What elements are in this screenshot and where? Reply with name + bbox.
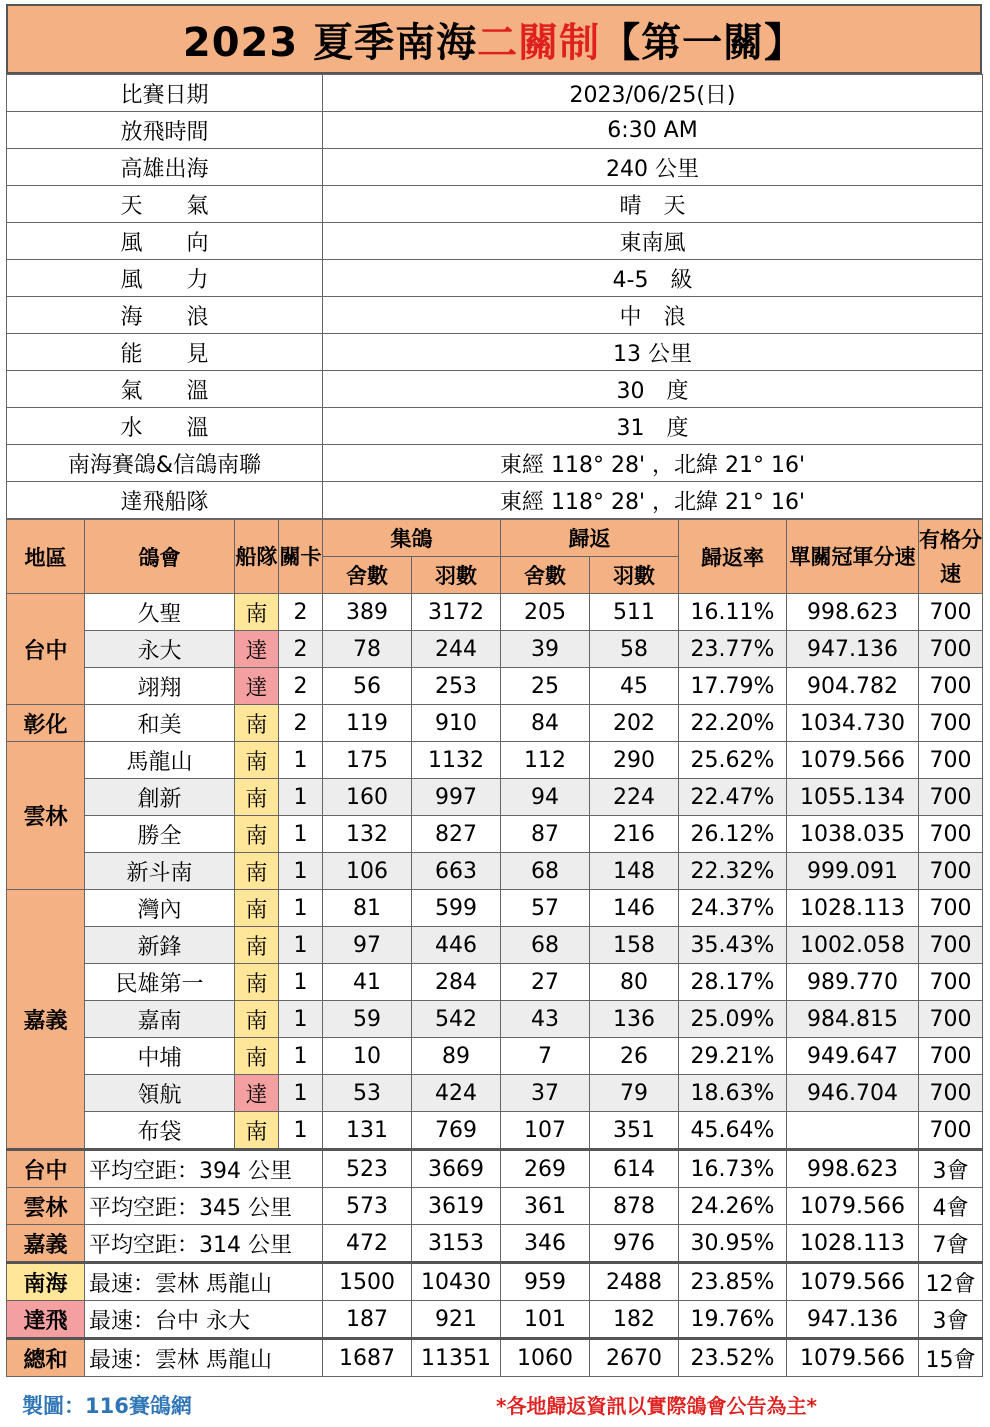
summary-name: 雲林 bbox=[7, 1188, 85, 1225]
cell-speed: 998.623 bbox=[787, 594, 919, 631]
cell-r-lofts: 84 bbox=[501, 705, 590, 742]
summary-count: 12會 bbox=[919, 1263, 983, 1301]
cell-stage: 1 bbox=[279, 1075, 323, 1112]
info-row bbox=[7, 482, 983, 519]
info-value: 4-5 級 bbox=[323, 260, 983, 297]
summary-c-birds: 10430 bbox=[412, 1263, 501, 1301]
summary-c-lofts: 523 bbox=[323, 1150, 412, 1188]
summary-r-birds: 2488 bbox=[590, 1263, 679, 1301]
header-region: 地區 bbox=[7, 520, 85, 594]
info-value: 30 度 bbox=[323, 371, 983, 408]
info-label: 能 見 bbox=[7, 334, 323, 371]
summary-c-birds: 921 bbox=[412, 1301, 501, 1339]
cell-rate: 17.79% bbox=[679, 668, 787, 705]
club-name: 領航 bbox=[85, 1075, 235, 1112]
cell-speed: 946.704 bbox=[787, 1075, 919, 1112]
cell-c-birds: 910 bbox=[412, 705, 501, 742]
summary-c-birds: 3153 bbox=[412, 1225, 501, 1263]
cell-qual: 700 bbox=[919, 668, 983, 705]
title-year-season: 2023 夏季南海 bbox=[182, 19, 478, 66]
summary-r-lofts: 959 bbox=[501, 1263, 590, 1301]
info-label: 放飛時間 bbox=[7, 112, 323, 149]
summary-desc: 最速：台中 永大 bbox=[85, 1301, 323, 1339]
cell-qual: 700 bbox=[919, 594, 983, 631]
cell-r-birds: 79 bbox=[590, 1075, 679, 1112]
summary-rate: 19.76% bbox=[679, 1301, 787, 1339]
cell-c-birds: 284 bbox=[412, 964, 501, 1001]
cell-rate: 22.32% bbox=[679, 853, 787, 890]
info-label: 風 力 bbox=[7, 260, 323, 297]
cell-stage: 1 bbox=[279, 816, 323, 853]
cell-rate: 22.47% bbox=[679, 779, 787, 816]
summary-desc: 最速：雲林 馬龍山 bbox=[85, 1339, 323, 1377]
cell-r-birds: 511 bbox=[590, 594, 679, 631]
table-row bbox=[7, 1001, 983, 1038]
race-info-table bbox=[6, 74, 983, 519]
summary-c-birds: 3669 bbox=[412, 1150, 501, 1188]
cell-speed: 984.815 bbox=[787, 1001, 919, 1038]
summary-c-lofts: 1500 bbox=[323, 1263, 412, 1301]
club-name: 創新 bbox=[85, 779, 235, 816]
cell-stage: 1 bbox=[279, 853, 323, 890]
cell-rate: 26.12% bbox=[679, 816, 787, 853]
cell-rate: 28.17% bbox=[679, 964, 787, 1001]
summary-r-birds: 2670 bbox=[590, 1339, 679, 1377]
cell-r-lofts: 7 bbox=[501, 1038, 590, 1075]
cell-c-lofts: 389 bbox=[323, 594, 412, 631]
summary-r-birds: 878 bbox=[590, 1188, 679, 1225]
info-value: 2023/06/25(日) bbox=[323, 75, 983, 112]
summary-c-lofts: 1687 bbox=[323, 1339, 412, 1377]
summary-r-birds: 614 bbox=[590, 1150, 679, 1188]
club-name: 中埔 bbox=[85, 1038, 235, 1075]
cell-c-birds: 446 bbox=[412, 927, 501, 964]
cell-stage: 1 bbox=[279, 779, 323, 816]
region-cell: 台中 bbox=[7, 594, 85, 705]
info-value: 中 浪 bbox=[323, 297, 983, 334]
info-value: 6:30 AM bbox=[323, 112, 983, 149]
info-label: 氣 溫 bbox=[7, 371, 323, 408]
summary-r-lofts: 346 bbox=[501, 1225, 590, 1263]
table-row bbox=[7, 890, 983, 927]
boat-badge: 南 bbox=[235, 853, 279, 890]
cell-rate: 25.09% bbox=[679, 1001, 787, 1038]
table-row bbox=[7, 816, 983, 853]
table-row bbox=[7, 779, 983, 816]
summary-speed: 1028.113 bbox=[787, 1225, 919, 1263]
summary-desc: 平均空距：345 公里 bbox=[85, 1188, 323, 1225]
cell-c-birds: 663 bbox=[412, 853, 501, 890]
boat-badge: 南 bbox=[235, 816, 279, 853]
summary-name: 台中 bbox=[7, 1150, 85, 1188]
cell-c-lofts: 175 bbox=[323, 742, 412, 779]
header-return-lofts: 舍數 bbox=[501, 557, 590, 594]
cell-r-birds: 136 bbox=[590, 1001, 679, 1038]
info-label: 風 向 bbox=[7, 223, 323, 260]
header-champion-speed: 單關冠軍分速 bbox=[787, 520, 919, 594]
summary-r-birds: 976 bbox=[590, 1225, 679, 1263]
total-row bbox=[7, 1339, 983, 1377]
summary-desc: 最速：雲林 馬龍山 bbox=[85, 1263, 323, 1301]
header-collect-lofts: 舍數 bbox=[323, 557, 412, 594]
info-row bbox=[7, 75, 983, 112]
cell-speed: 1028.113 bbox=[787, 890, 919, 927]
disclaimer-note: *各地歸返資訊以實際鴿會公告為主* bbox=[496, 1394, 817, 1418]
cell-rate: 25.62% bbox=[679, 742, 787, 779]
club-name: 久聖 bbox=[85, 594, 235, 631]
results-sheet bbox=[6, 4, 982, 1377]
club-name: 民雄第一 bbox=[85, 964, 235, 1001]
cell-qual: 700 bbox=[919, 1001, 983, 1038]
boat-summary-row bbox=[7, 1301, 983, 1339]
cell-c-birds: 244 bbox=[412, 631, 501, 668]
cell-r-lofts: 107 bbox=[501, 1112, 590, 1150]
club-name: 馬龍山 bbox=[85, 742, 235, 779]
cell-r-birds: 202 bbox=[590, 705, 679, 742]
cell-stage: 1 bbox=[279, 742, 323, 779]
header-row-1 bbox=[7, 520, 983, 557]
cell-c-lofts: 119 bbox=[323, 705, 412, 742]
info-value: 13 公里 bbox=[323, 334, 983, 371]
info-value: 31 度 bbox=[323, 408, 983, 445]
info-label: 高雄出海 bbox=[7, 149, 323, 186]
boat-badge: 達 bbox=[235, 668, 279, 705]
summary-count: 7會 bbox=[919, 1225, 983, 1263]
header-stage: 關卡 bbox=[279, 520, 323, 594]
summary-r-lofts: 101 bbox=[501, 1301, 590, 1339]
cell-c-birds: 253 bbox=[412, 668, 501, 705]
cell-r-lofts: 94 bbox=[501, 779, 590, 816]
summary-rate: 16.73% bbox=[679, 1150, 787, 1188]
summary-rate: 23.85% bbox=[679, 1263, 787, 1301]
cell-r-birds: 351 bbox=[590, 1112, 679, 1150]
info-row bbox=[7, 149, 983, 186]
info-label: 南海賽鴿&信鴿南聯 bbox=[7, 445, 323, 482]
info-value: 晴 天 bbox=[323, 186, 983, 223]
summary-count: 3會 bbox=[919, 1150, 983, 1188]
cell-rate: 18.63% bbox=[679, 1075, 787, 1112]
cell-c-lofts: 81 bbox=[323, 890, 412, 927]
cell-qual: 700 bbox=[919, 705, 983, 742]
info-label: 比賽日期 bbox=[7, 75, 323, 112]
summary-name: 南海 bbox=[7, 1263, 85, 1301]
cell-r-birds: 224 bbox=[590, 779, 679, 816]
cell-qual: 700 bbox=[919, 631, 983, 668]
table-row bbox=[7, 742, 983, 779]
info-value: 東經 118° 28' ，北緯 21° 16' bbox=[323, 445, 983, 482]
cell-c-birds: 827 bbox=[412, 816, 501, 853]
cell-r-birds: 158 bbox=[590, 927, 679, 964]
header-collect-birds: 羽數 bbox=[412, 557, 501, 594]
region-summary-row bbox=[7, 1150, 983, 1188]
cell-c-birds: 599 bbox=[412, 890, 501, 927]
boat-badge: 南 bbox=[235, 705, 279, 742]
cell-qual: 700 bbox=[919, 927, 983, 964]
region-cell: 雲林 bbox=[7, 742, 85, 890]
boat-badge: 達 bbox=[235, 631, 279, 668]
info-row bbox=[7, 408, 983, 445]
boat-badge: 南 bbox=[235, 594, 279, 631]
club-name: 新斗南 bbox=[85, 853, 235, 890]
boat-badge: 南 bbox=[235, 742, 279, 779]
header-collect: 集鴿 bbox=[323, 520, 501, 557]
club-name: 永大 bbox=[85, 631, 235, 668]
cell-qual: 700 bbox=[919, 779, 983, 816]
cell-r-lofts: 43 bbox=[501, 1001, 590, 1038]
table-row bbox=[7, 1112, 983, 1150]
cell-qual: 700 bbox=[919, 1038, 983, 1075]
cell-speed: 1002.058 bbox=[787, 927, 919, 964]
club-name: 灣內 bbox=[85, 890, 235, 927]
table-row bbox=[7, 668, 983, 705]
cell-stage: 2 bbox=[279, 631, 323, 668]
cell-r-lofts: 87 bbox=[501, 816, 590, 853]
cell-c-lofts: 160 bbox=[323, 779, 412, 816]
cell-c-lofts: 78 bbox=[323, 631, 412, 668]
cell-c-lofts: 132 bbox=[323, 816, 412, 853]
info-row bbox=[7, 186, 983, 223]
summary-desc: 平均空距：314 公里 bbox=[85, 1225, 323, 1263]
region-cell: 嘉義 bbox=[7, 890, 85, 1150]
cell-c-lofts: 97 bbox=[323, 927, 412, 964]
summary-name: 總和 bbox=[7, 1339, 85, 1377]
table-row bbox=[7, 927, 983, 964]
club-name: 新鋒 bbox=[85, 927, 235, 964]
info-row bbox=[7, 223, 983, 260]
boat-summary-row bbox=[7, 1263, 983, 1301]
summary-desc: 平均空距：394 公里 bbox=[85, 1150, 323, 1188]
cell-c-lofts: 53 bbox=[323, 1075, 412, 1112]
summary-rate: 30.95% bbox=[679, 1225, 787, 1263]
cell-qual: 700 bbox=[919, 1075, 983, 1112]
info-label: 海 浪 bbox=[7, 297, 323, 334]
summary-c-birds: 3619 bbox=[412, 1188, 501, 1225]
region-cell: 彰化 bbox=[7, 705, 85, 742]
cell-rate: 29.21% bbox=[679, 1038, 787, 1075]
summary-speed: 1079.566 bbox=[787, 1339, 919, 1377]
info-value: 東南風 bbox=[323, 223, 983, 260]
cell-r-birds: 290 bbox=[590, 742, 679, 779]
cell-c-birds: 542 bbox=[412, 1001, 501, 1038]
cell-r-birds: 80 bbox=[590, 964, 679, 1001]
results-table bbox=[6, 519, 983, 1377]
cell-speed: 1055.134 bbox=[787, 779, 919, 816]
summary-speed: 998.623 bbox=[787, 1150, 919, 1188]
cell-c-birds: 424 bbox=[412, 1075, 501, 1112]
boat-badge: 南 bbox=[235, 1001, 279, 1038]
cell-rate: 35.43% bbox=[679, 927, 787, 964]
cell-stage: 2 bbox=[279, 594, 323, 631]
cell-speed bbox=[787, 1112, 919, 1150]
header-return-birds: 羽數 bbox=[590, 557, 679, 594]
cell-stage: 1 bbox=[279, 890, 323, 927]
cell-stage: 2 bbox=[279, 705, 323, 742]
boat-badge: 南 bbox=[235, 964, 279, 1001]
summary-name: 嘉義 bbox=[7, 1225, 85, 1263]
cell-rate: 24.37% bbox=[679, 890, 787, 927]
club-name: 布袋 bbox=[85, 1112, 235, 1150]
region-summary-row bbox=[7, 1188, 983, 1225]
table-row bbox=[7, 1075, 983, 1112]
header-boat: 船隊 bbox=[235, 520, 279, 594]
club-name: 嘉南 bbox=[85, 1001, 235, 1038]
header-return: 歸返 bbox=[501, 520, 679, 557]
page-title bbox=[6, 4, 982, 74]
cell-r-lofts: 68 bbox=[501, 853, 590, 890]
table-row bbox=[7, 964, 983, 1001]
summary-r-lofts: 1060 bbox=[501, 1339, 590, 1377]
cell-speed: 1079.566 bbox=[787, 742, 919, 779]
cell-stage: 1 bbox=[279, 1112, 323, 1150]
table-row bbox=[7, 594, 983, 631]
header-club: 鴿會 bbox=[85, 520, 235, 594]
cell-rate: 45.64% bbox=[679, 1112, 787, 1150]
summary-speed: 947.136 bbox=[787, 1301, 919, 1339]
boat-badge: 南 bbox=[235, 779, 279, 816]
info-row bbox=[7, 334, 983, 371]
info-row bbox=[7, 371, 983, 408]
cell-c-birds: 3172 bbox=[412, 594, 501, 631]
info-label: 水 溫 bbox=[7, 408, 323, 445]
cell-rate: 22.20% bbox=[679, 705, 787, 742]
cell-r-birds: 216 bbox=[590, 816, 679, 853]
summary-r-lofts: 361 bbox=[501, 1188, 590, 1225]
cell-speed: 1034.730 bbox=[787, 705, 919, 742]
summary-r-birds: 182 bbox=[590, 1301, 679, 1339]
summary-count: 4會 bbox=[919, 1188, 983, 1225]
cell-c-birds: 769 bbox=[412, 1112, 501, 1150]
table-row bbox=[7, 631, 983, 668]
cell-r-birds: 146 bbox=[590, 890, 679, 927]
club-name: 翊翔 bbox=[85, 668, 235, 705]
cell-speed: 949.647 bbox=[787, 1038, 919, 1075]
credit-text: 製圖：116賽鴿網 bbox=[22, 1394, 192, 1418]
info-row bbox=[7, 112, 983, 149]
summary-count: 15會 bbox=[919, 1339, 983, 1377]
boat-badge: 南 bbox=[235, 1112, 279, 1150]
summary-c-lofts: 187 bbox=[323, 1301, 412, 1339]
summary-count: 3會 bbox=[919, 1301, 983, 1339]
summary-speed: 1079.566 bbox=[787, 1263, 919, 1301]
cell-r-lofts: 37 bbox=[501, 1075, 590, 1112]
cell-r-lofts: 39 bbox=[501, 631, 590, 668]
cell-r-lofts: 57 bbox=[501, 890, 590, 927]
cell-stage: 1 bbox=[279, 964, 323, 1001]
info-row bbox=[7, 297, 983, 334]
cell-qual: 700 bbox=[919, 890, 983, 927]
info-value: 240 公里 bbox=[323, 149, 983, 186]
cell-rate: 16.11% bbox=[679, 594, 787, 631]
cell-stage: 1 bbox=[279, 927, 323, 964]
boat-badge: 南 bbox=[235, 927, 279, 964]
cell-r-lofts: 68 bbox=[501, 927, 590, 964]
boat-badge: 達 bbox=[235, 1075, 279, 1112]
summary-c-lofts: 573 bbox=[323, 1188, 412, 1225]
table-row bbox=[7, 1038, 983, 1075]
cell-c-lofts: 106 bbox=[323, 853, 412, 890]
cell-r-lofts: 27 bbox=[501, 964, 590, 1001]
cell-r-birds: 58 bbox=[590, 631, 679, 668]
cell-r-birds: 26 bbox=[590, 1038, 679, 1075]
header-return-rate: 歸返率 bbox=[679, 520, 787, 594]
cell-stage: 2 bbox=[279, 668, 323, 705]
cell-c-birds: 1132 bbox=[412, 742, 501, 779]
cell-c-lofts: 56 bbox=[323, 668, 412, 705]
cell-qual: 700 bbox=[919, 964, 983, 1001]
summary-r-lofts: 269 bbox=[501, 1150, 590, 1188]
cell-speed: 999.091 bbox=[787, 853, 919, 890]
cell-r-lofts: 112 bbox=[501, 742, 590, 779]
cell-r-lofts: 205 bbox=[501, 594, 590, 631]
info-label: 天 氣 bbox=[7, 186, 323, 223]
info-label: 達飛船隊 bbox=[7, 482, 323, 519]
summary-rate: 24.26% bbox=[679, 1188, 787, 1225]
cell-qual: 700 bbox=[919, 1112, 983, 1150]
cell-qual: 700 bbox=[919, 816, 983, 853]
cell-stage: 1 bbox=[279, 1038, 323, 1075]
cell-qual: 700 bbox=[919, 853, 983, 890]
table-row bbox=[7, 853, 983, 890]
cell-stage: 1 bbox=[279, 1001, 323, 1038]
cell-speed: 904.782 bbox=[787, 668, 919, 705]
title-stage: 【第一關】 bbox=[600, 19, 806, 66]
boat-badge: 南 bbox=[235, 1038, 279, 1075]
summary-name: 達飛 bbox=[7, 1301, 85, 1339]
cell-qual: 700 bbox=[919, 742, 983, 779]
summary-c-lofts: 472 bbox=[323, 1225, 412, 1263]
info-value: 東經 118° 28' ，北緯 21° 16' bbox=[323, 482, 983, 519]
title-highlight: 二關制 bbox=[477, 19, 601, 66]
region-summary-row bbox=[7, 1225, 983, 1263]
cell-c-lofts: 59 bbox=[323, 1001, 412, 1038]
header-qualify-speed: 有格分速 bbox=[919, 520, 983, 594]
info-row bbox=[7, 445, 983, 482]
cell-c-lofts: 41 bbox=[323, 964, 412, 1001]
cell-speed: 947.136 bbox=[787, 631, 919, 668]
cell-c-birds: 89 bbox=[412, 1038, 501, 1075]
cell-speed: 989.770 bbox=[787, 964, 919, 1001]
cell-speed: 1038.035 bbox=[787, 816, 919, 853]
summary-c-birds: 11351 bbox=[412, 1339, 501, 1377]
cell-c-birds: 997 bbox=[412, 779, 501, 816]
cell-r-lofts: 25 bbox=[501, 668, 590, 705]
club-name: 勝全 bbox=[85, 816, 235, 853]
table-row bbox=[7, 705, 983, 742]
cell-c-lofts: 10 bbox=[323, 1038, 412, 1075]
info-row bbox=[7, 260, 983, 297]
boat-badge: 南 bbox=[235, 890, 279, 927]
cell-r-birds: 45 bbox=[590, 668, 679, 705]
cell-rate: 23.77% bbox=[679, 631, 787, 668]
club-name: 和美 bbox=[85, 705, 235, 742]
summary-speed: 1079.566 bbox=[787, 1188, 919, 1225]
cell-c-lofts: 131 bbox=[323, 1112, 412, 1150]
cell-r-birds: 148 bbox=[590, 853, 679, 890]
summary-rate: 23.52% bbox=[679, 1339, 787, 1377]
